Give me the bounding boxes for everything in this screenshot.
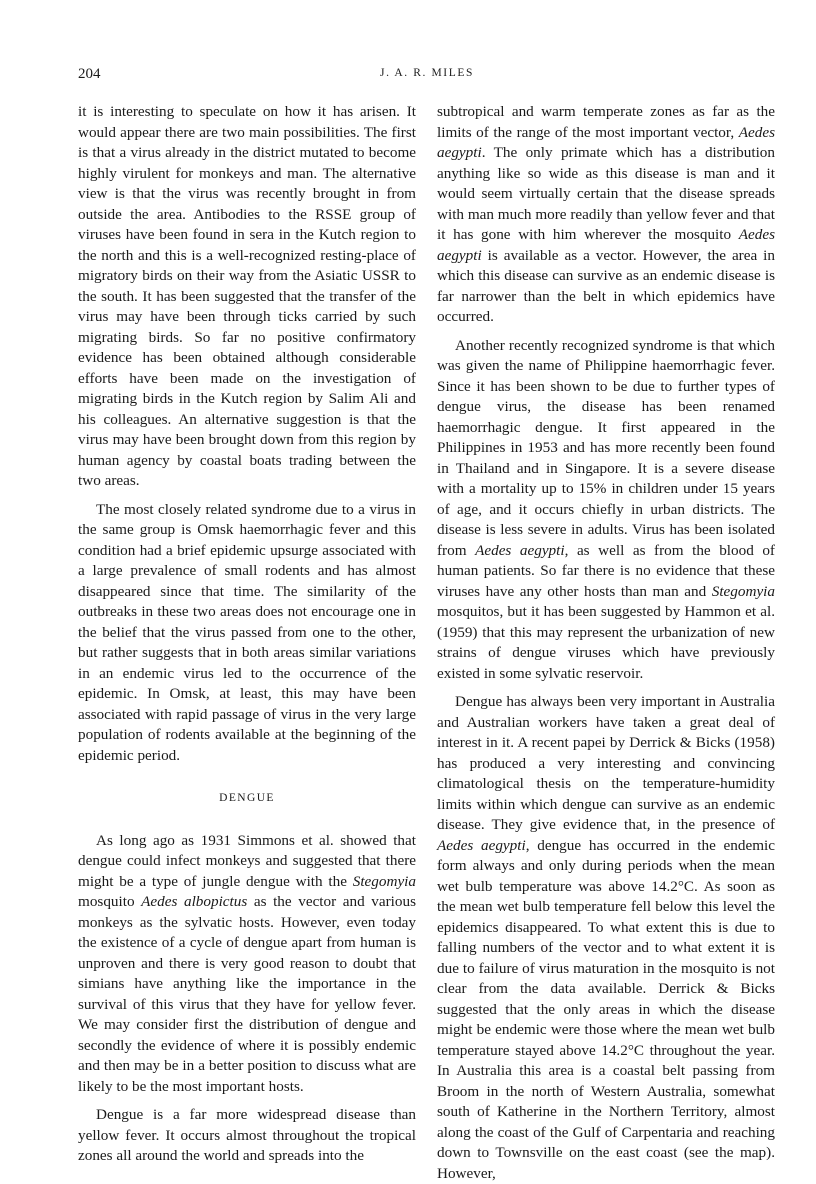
paragraph: The most closely related syndrome due to a virus in the same group is Omsk haemorrhagic fever and this condition had a brief epidemic upsurge associated with a large prevalence of small rodents and has almost disappeared since that time. The similarity of the outbreaks in these two areas does not encourage one in the belief that the virus passed from one to the other, but rather suggests that in both areas similar variations in an endemic virus led to the occurrence of the epidemic. In Omsk, at least, this may have been associated with rapid passage of virus in the very large population of rodents available at the beginning of the epidemic period. bbox=[78, 500, 416, 764]
paragraph: As long ago as 1931 Simmons et al. showed that dengue could infect monkeys and suggested that there might be a type of jungle dengue with the Stegomyia mosquito Aedes albopictus as the vector and various monkeys as the sylvatic hosts. However, even today the existence of a cycle of dengue apart from human is unproven and there is very good reason to doubt that simians have anything like the importance in the survival of this virus that they have for yellow fever. We may consider first the distribution of dengue and secondly the evidence of where it is possibly endemic and then may be in a better position to discuss what are likely to be the most important hosts. bbox=[78, 831, 416, 1095]
paragraph: Another recently recognized syndrome is that which was given the name of Philippine haemorrhagic fever. Since it has been shown to be due to further types of dengue virus, the disease has been renamed haemorrhagic dengue. It first appeared in the Philippines in 1953 and has more recently been found in Thailand and in Singapore. It is a severe disease with a mortality up to 15% in children under 15 years of age, and it occurs chiefly in urban districts. The disease is less severe in adults. Virus has been isolated from Aedes aegypti, as well as from the blood of human patients. So far there is no evidence that these viruses have any other hosts than man and Stegomyia mosquitos, but it has been suggested by Hammon et al. (1959) that this may represent the urbanization of new strains of dengue viruses which have previously existed in some sylvatic reservoir. bbox=[437, 336, 775, 682]
page-number: 204 bbox=[78, 66, 101, 82]
paragraph: Dengue has always been very important in Australia and Australian workers have taken a great deal of interest in it. A recent papei by Derrick & Bicks (1958) has produced a very interesting and convincing climatological thesis on the temperature-humidity limits within which dengue can survive as an endemic disease. They give evidence that, in the presence of Aedes aegypti, dengue has occurred in the endemic form always and only during periods when the mean wet bulb temperature was above 14.2°C. As soon as the mean wet bulb temperature fell below this level the epidemics disappeared. To what extent this is due to falling numbers of the vector and to what extent it is due to failure of virus maturation in the mosquito is not clear from the data available. Derrick & Bicks suggested that the only areas in which the disease might be endemic were those where the mean wet bulb temperature stayed above 14.2°C throughout the year. In Australia this area is a coastal belt passing from Broom in the north of Western Australia, somewhat south of Katherine in the Northern Territory, almost along the coast of the Gulf of Carpentaria and reaching down to Townsville on the east coast (see the map). However, bbox=[437, 693, 775, 1182]
paragraph: subtropical and warm temperate zones as far as the limits of the range of the most important vector, Aedes aegypti. The only primate which has a distribution anything like so wide as this disease is man and it would seem virtually certain that the disease spreads with man much more readily than yellow fever and that it has gone with him wherever the mosquito Aedes aegypti is available as a vector. However, the area in which this disease can survive as an endemic disease is far narrower than the belt in which epidemics have occurred. bbox=[437, 103, 775, 325]
page-header bbox=[78, 66, 776, 86]
running-head: J. A. R. MILES bbox=[380, 67, 474, 79]
section-heading: DENGUE bbox=[219, 792, 275, 804]
paragraph: it is interesting to speculate on how it has arisen. It would appear there are two main possibilities. The first is that a virus already in the district mutated to become highly virulent for monkeys and man. The alternative view is that the virus was recently brought in from outside the area. Antibodies to the RSSE group of viruses have been found in sera in the Kutch region to the north and this is a well-recognized resting-place of migratory birds on their way from the Asiatic USSR to the south. It has been suggested that the transfer of the virus may have been through ticks carried by such migrating birds. So far no positive confirmatory evidence has been obtained although considerable efforts have been made on the investigation of migrating birds in the Kutch region by Salim Ali and his colleagues. An alternative suggestion is that the virus may have been brought down from this region by human agency by coastal boats trading between the two areas. bbox=[78, 103, 416, 489]
right-column bbox=[437, 102, 775, 1184]
left-column bbox=[78, 102, 416, 1167]
paragraph: Dengue is a far more widespread disease than yellow fever. It occurs almost throughout the tropical zones all around the world and spreads into the bbox=[78, 1106, 416, 1164]
